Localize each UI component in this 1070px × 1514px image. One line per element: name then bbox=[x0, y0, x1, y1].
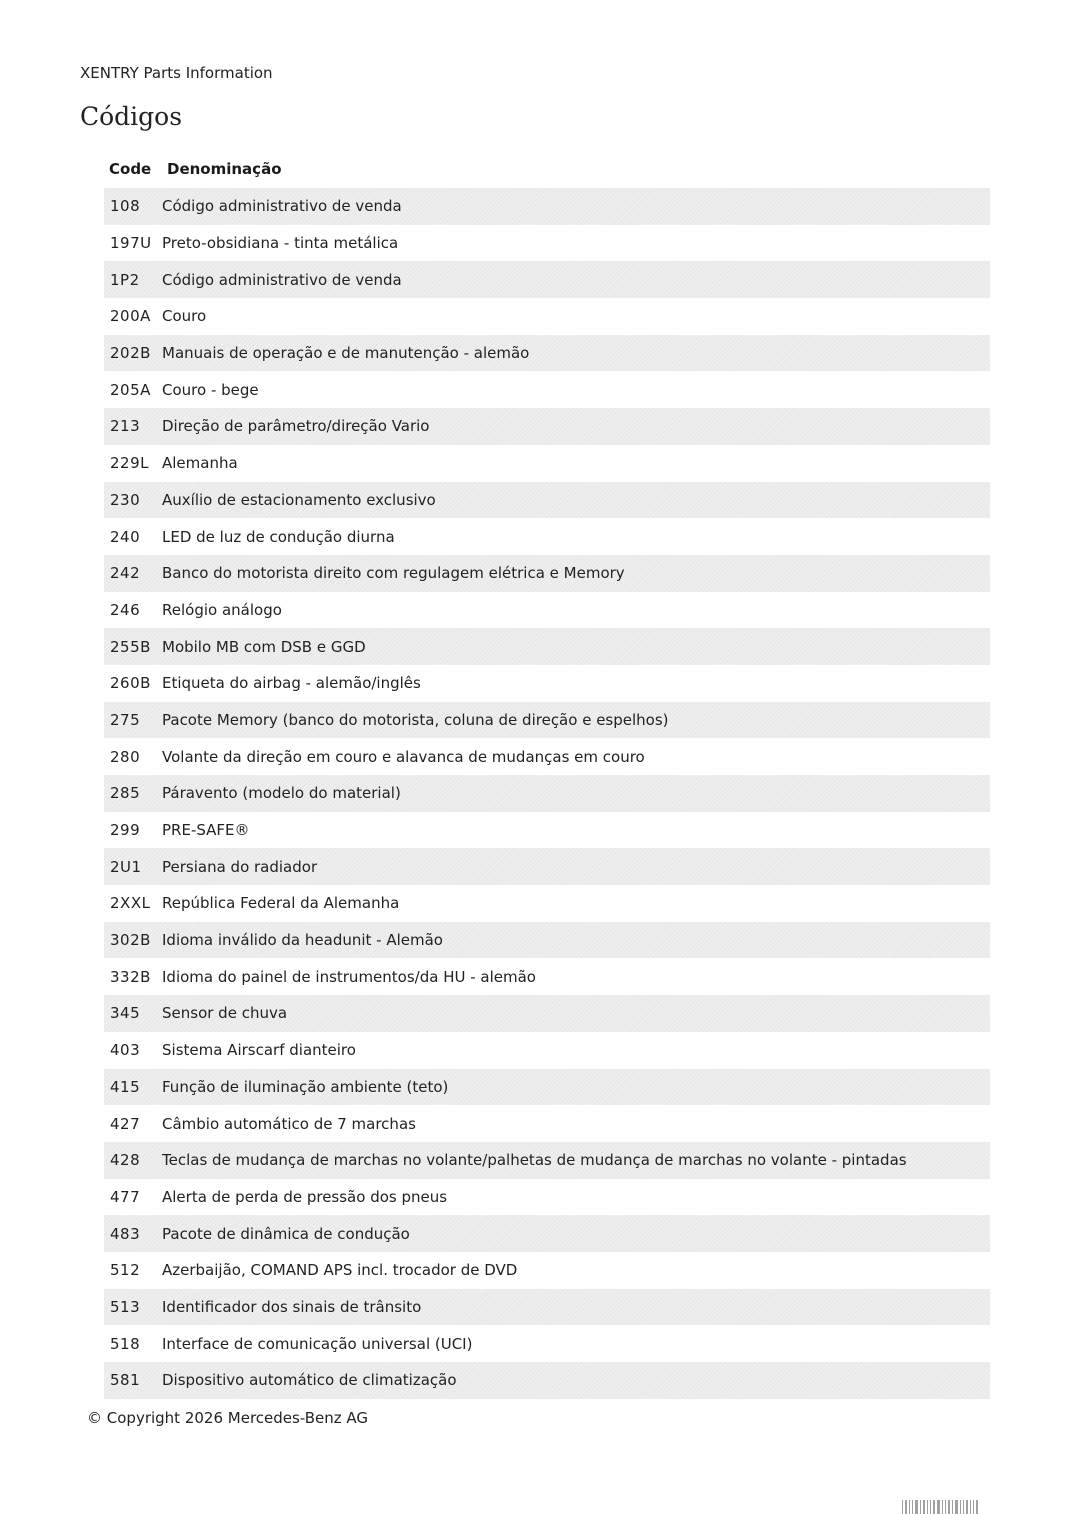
row-code: 299 bbox=[110, 821, 141, 840]
row-name: Auxílio de estacionamento exclusivo bbox=[162, 490, 436, 509]
row-name: Etiqueta do airbag - alemão/inglês bbox=[162, 674, 421, 693]
table-row bbox=[104, 1289, 990, 1326]
table-row bbox=[104, 1105, 990, 1142]
app-name: XENTRY Parts Information bbox=[80, 64, 273, 82]
row-name: Teclas de mudança de marchas no volante/palhetas de mudança de marchas no volante - pintadas bbox=[162, 1151, 907, 1170]
row-name: Alerta de perda de pressão dos pneus bbox=[162, 1187, 448, 1206]
table-row bbox=[104, 812, 990, 849]
row-code: 477 bbox=[110, 1187, 141, 1206]
row-code: 483 bbox=[110, 1224, 141, 1243]
table-row bbox=[104, 1032, 990, 1069]
table-row bbox=[104, 665, 990, 702]
barcode-bar bbox=[937, 1500, 940, 1514]
barcode-bar bbox=[905, 1500, 907, 1514]
table-row bbox=[104, 518, 990, 555]
copyright: © Copyright 2026 Mercedes-Benz AG bbox=[87, 1409, 368, 1427]
row-code: 230 bbox=[110, 490, 141, 509]
barcode-bar bbox=[952, 1500, 953, 1514]
table-row bbox=[104, 1362, 990, 1399]
table-row bbox=[104, 1252, 990, 1289]
barcode-bar bbox=[942, 1500, 943, 1514]
barcode-bar bbox=[933, 1500, 935, 1514]
column-header-name: Denominação bbox=[167, 160, 282, 178]
table-row bbox=[104, 1215, 990, 1252]
barcode-bar bbox=[963, 1500, 964, 1514]
row-name: Pacote Memory (banco do motorista, coluna de direção e espelhos) bbox=[162, 710, 669, 729]
row-code: 205A bbox=[110, 380, 151, 399]
table-row bbox=[104, 1142, 990, 1179]
barcode-bar bbox=[915, 1500, 918, 1514]
barcode bbox=[902, 1496, 1012, 1514]
row-code: 513 bbox=[110, 1297, 141, 1316]
barcode-bar bbox=[923, 1500, 925, 1514]
row-name: Função de iluminação ambiente (teto) bbox=[162, 1077, 449, 1096]
table-row bbox=[104, 482, 990, 519]
barcode-bar bbox=[902, 1500, 903, 1514]
row-name: Manuais de operação e de manutenção - alemão bbox=[162, 344, 530, 363]
row-code: 581 bbox=[110, 1371, 141, 1390]
row-code: 108 bbox=[110, 197, 141, 216]
table-row bbox=[104, 885, 990, 922]
row-code: 200A bbox=[110, 307, 151, 326]
codes-table bbox=[104, 188, 990, 1399]
row-code: 197U bbox=[110, 234, 152, 253]
row-name: Relógio análogo bbox=[162, 600, 282, 619]
row-name: Couro - bege bbox=[162, 380, 259, 399]
table-row bbox=[104, 1325, 990, 1362]
barcode-bar bbox=[945, 1500, 946, 1514]
row-code: 512 bbox=[110, 1261, 141, 1280]
row-name: Couro bbox=[162, 307, 207, 326]
table-row bbox=[104, 775, 990, 812]
row-name: Preto-obsidiana - tinta metálica bbox=[162, 234, 399, 253]
row-name: LED de luz de condução diurna bbox=[162, 527, 395, 546]
row-code: 280 bbox=[110, 747, 141, 766]
table-row bbox=[104, 445, 990, 482]
row-code: 229L bbox=[110, 454, 149, 473]
barcode-bar bbox=[960, 1500, 961, 1514]
barcode-bar bbox=[970, 1500, 971, 1514]
row-name: Dispositivo automático de climatização bbox=[162, 1371, 457, 1390]
row-code: 2XXL bbox=[110, 894, 151, 913]
barcode-bar bbox=[920, 1500, 921, 1514]
row-name: Mobilo MB com DSB e GGD bbox=[162, 637, 366, 656]
row-name: Banco do motorista direito com regulagem elétrica e Memory bbox=[162, 564, 625, 583]
barcode-bar bbox=[912, 1500, 913, 1514]
barcode-bar bbox=[930, 1500, 931, 1514]
row-code: 345 bbox=[110, 1004, 141, 1023]
row-name: República Federal da Alemanha bbox=[162, 894, 400, 913]
row-name: Volante da direção em couro e alavanca de mudanças em couro bbox=[162, 747, 645, 766]
row-code: 332B bbox=[110, 967, 151, 986]
table-row bbox=[104, 225, 990, 262]
row-code: 240 bbox=[110, 527, 141, 546]
row-code: 202B bbox=[110, 344, 151, 363]
table-row bbox=[104, 958, 990, 995]
row-code: 260B bbox=[110, 674, 151, 693]
row-code: 246 bbox=[110, 600, 141, 619]
row-name: Interface de comunicação universal (UCI) bbox=[162, 1334, 473, 1353]
row-code: 2U1 bbox=[110, 857, 142, 876]
page-title: Códigos bbox=[80, 102, 183, 131]
row-name: Pacote de dinâmica de condução bbox=[162, 1224, 410, 1243]
row-name: Páravento (modelo do material) bbox=[162, 784, 401, 803]
table-row bbox=[104, 408, 990, 445]
table-row bbox=[104, 335, 990, 372]
row-name: Idioma inválido da headunit - Alemão bbox=[162, 931, 443, 950]
table-row bbox=[104, 371, 990, 408]
barcode-bar bbox=[976, 1500, 978, 1514]
row-code: 285 bbox=[110, 784, 141, 803]
table-row bbox=[104, 848, 990, 885]
row-name: Direção de parâmetro/direção Vario bbox=[162, 417, 430, 436]
table-row bbox=[104, 922, 990, 959]
row-name: Sistema Airscarf dianteiro bbox=[162, 1041, 356, 1060]
table-row bbox=[104, 1069, 990, 1106]
row-code: 302B bbox=[110, 931, 151, 950]
row-name: Código administrativo de venda bbox=[162, 270, 402, 289]
barcode-bar bbox=[948, 1500, 950, 1514]
table-row bbox=[104, 298, 990, 335]
column-header-code: Code bbox=[109, 160, 152, 178]
row-name: Persiana do radiador bbox=[162, 857, 318, 876]
barcode-bar bbox=[966, 1500, 968, 1514]
row-code: 255B bbox=[110, 637, 151, 656]
row-code: 213 bbox=[110, 417, 141, 436]
table-row bbox=[104, 628, 990, 665]
row-name: Alemanha bbox=[162, 454, 238, 473]
row-name: Azerbaijão, COMAND APS incl. trocador de DVD bbox=[162, 1261, 518, 1280]
row-name: Idioma do painel de instrumentos/da HU - alemão bbox=[162, 967, 536, 986]
barcode-bar bbox=[955, 1500, 958, 1514]
table-row bbox=[104, 738, 990, 775]
table-row bbox=[104, 995, 990, 1032]
row-name: Câmbio automático de 7 marchas bbox=[162, 1114, 416, 1133]
table-row bbox=[104, 592, 990, 629]
table-row bbox=[104, 702, 990, 739]
row-name: Sensor de chuva bbox=[162, 1004, 288, 1023]
barcode-bar bbox=[927, 1500, 928, 1514]
row-code: 518 bbox=[110, 1334, 141, 1353]
barcode-bar bbox=[909, 1500, 910, 1514]
table-row bbox=[104, 555, 990, 592]
row-code: 242 bbox=[110, 564, 141, 583]
row-code: 403 bbox=[110, 1041, 141, 1060]
row-code: 427 bbox=[110, 1114, 141, 1133]
row-code: 275 bbox=[110, 710, 141, 729]
row-name: Identificador dos sinais de trânsito bbox=[162, 1297, 422, 1316]
row-code: 1P2 bbox=[110, 270, 140, 289]
barcode-bar bbox=[973, 1500, 974, 1514]
table-row bbox=[104, 188, 990, 225]
row-name: Código administrativo de venda bbox=[162, 197, 402, 216]
row-name: PRE-SAFE® bbox=[162, 821, 250, 840]
table-row bbox=[104, 261, 990, 298]
row-code: 428 bbox=[110, 1151, 141, 1170]
table-row bbox=[104, 1179, 990, 1216]
row-code: 415 bbox=[110, 1077, 141, 1096]
